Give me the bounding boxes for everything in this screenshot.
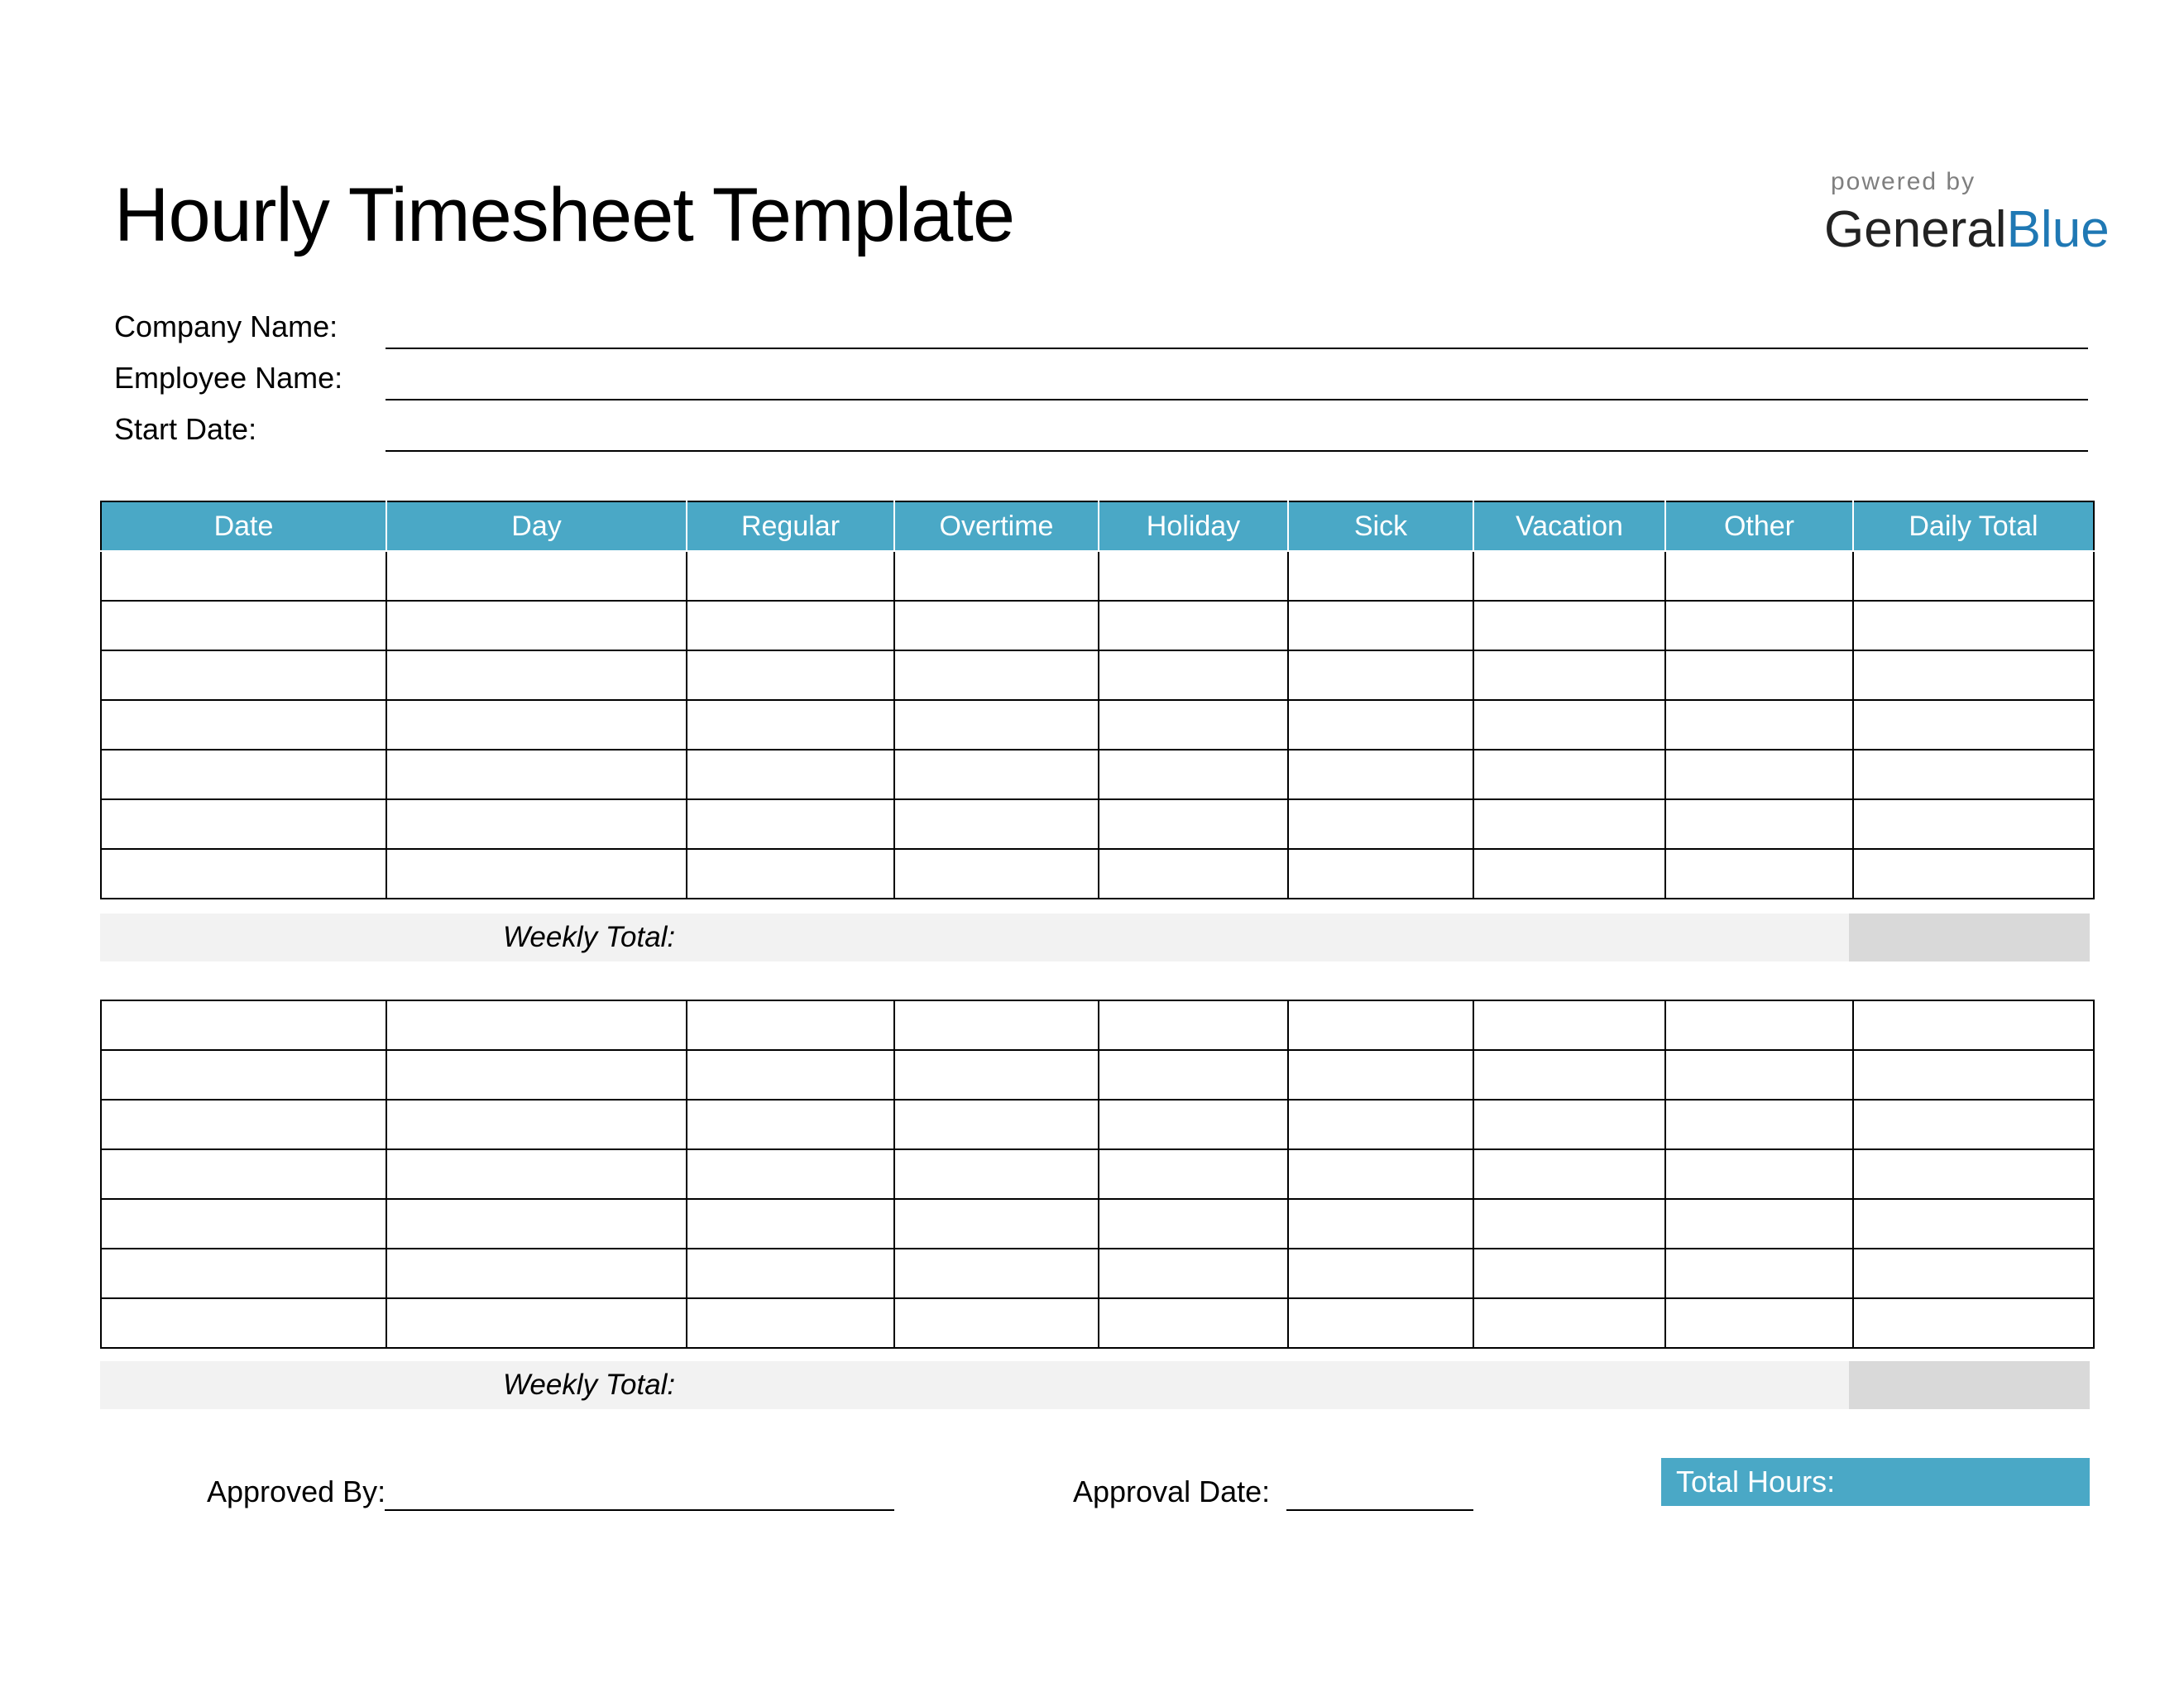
cell-other[interactable]: [1665, 551, 1853, 601]
cell-overtime[interactable]: [894, 1050, 1099, 1100]
cell-day[interactable]: [386, 1298, 687, 1348]
cell-vacation[interactable]: [1473, 1149, 1665, 1199]
cell-regular[interactable]: [687, 1000, 894, 1050]
cell-date[interactable]: [101, 799, 386, 849]
cell-overtime[interactable]: [894, 1000, 1099, 1050]
table-row: [101, 650, 2094, 700]
weekly-total-label: Weekly Total:: [503, 921, 676, 953]
powered-by-text: powered by: [1831, 168, 1976, 195]
cell-vacation[interactable]: [1473, 799, 1665, 849]
cell-daily-total[interactable]: [1853, 799, 2094, 849]
cell-daily-total[interactable]: [1853, 1100, 2094, 1149]
cell-other[interactable]: [1665, 1199, 1853, 1249]
cell-vacation[interactable]: [1473, 650, 1665, 700]
start-date-label: Start Date:: [114, 412, 257, 446]
cell-regular[interactable]: [687, 849, 894, 899]
cell-holiday[interactable]: [1099, 551, 1288, 601]
employee-name-field[interactable]: [386, 399, 2088, 400]
cell-other[interactable]: [1665, 1149, 1853, 1199]
company-name-field[interactable]: [386, 348, 2088, 349]
cell-sick[interactable]: [1288, 650, 1473, 700]
page-title: Hourly Timesheet Template: [114, 173, 1015, 257]
cell-holiday[interactable]: [1099, 650, 1288, 700]
cell-overtime[interactable]: [894, 1298, 1099, 1348]
column-header-holiday: Holiday: [1099, 501, 1288, 551]
cell-other[interactable]: [1665, 799, 1853, 849]
cell-holiday[interactable]: [1099, 1199, 1288, 1249]
cell-holiday[interactable]: [1099, 799, 1288, 849]
cell-date[interactable]: [101, 551, 386, 601]
cell-overtime[interactable]: [894, 849, 1099, 899]
cell-daily-total[interactable]: [1853, 849, 2094, 899]
cell-sick[interactable]: [1288, 1249, 1473, 1298]
cell-vacation[interactable]: [1473, 1249, 1665, 1298]
cell-vacation[interactable]: [1473, 1100, 1665, 1149]
table-row: [101, 700, 2094, 750]
table-row: [101, 1100, 2094, 1149]
cell-date[interactable]: [101, 1000, 386, 1050]
table-header-row: [101, 501, 2094, 551]
cell-regular[interactable]: [687, 799, 894, 849]
cell-day[interactable]: [386, 750, 687, 799]
cell-daily-total[interactable]: [1853, 750, 2094, 799]
cell-vacation[interactable]: [1473, 601, 1665, 650]
column-header-date: Date: [101, 501, 386, 551]
employee-name-label: Employee Name:: [114, 361, 343, 395]
cell-date[interactable]: [101, 650, 386, 700]
cell-vacation[interactable]: [1473, 1000, 1665, 1050]
brand-name-blue: Blue: [2006, 201, 2110, 258]
cell-sick[interactable]: [1288, 1298, 1473, 1348]
column-header-overtime: Overtime: [894, 501, 1099, 551]
cell-holiday[interactable]: [1099, 1249, 1288, 1298]
table-row: [101, 1249, 2094, 1298]
cell-overtime[interactable]: [894, 650, 1099, 700]
cell-day[interactable]: [386, 1199, 687, 1249]
cell-other[interactable]: [1665, 750, 1853, 799]
approval-date-label: Approval Date:: [1073, 1475, 1271, 1508]
cell-date[interactable]: [101, 750, 386, 799]
cell-daily-total[interactable]: [1853, 1149, 2094, 1199]
column-header-regular: Regular: [687, 501, 894, 551]
cell-holiday[interactable]: [1099, 1100, 1288, 1149]
weekly-total-value-cell[interactable]: [1849, 1361, 2090, 1409]
cell-overtime[interactable]: [894, 750, 1099, 799]
cell-vacation[interactable]: [1473, 750, 1665, 799]
brand-name: [1824, 197, 2110, 263]
table-row: [101, 1149, 2094, 1199]
cell-regular[interactable]: [687, 700, 894, 750]
cell-daily-total[interactable]: [1853, 650, 2094, 700]
cell-day[interactable]: [386, 849, 687, 899]
cell-date[interactable]: [101, 1100, 386, 1149]
cell-regular[interactable]: [687, 1199, 894, 1249]
table-row: [101, 799, 2094, 849]
company-name-label: Company Name:: [114, 309, 338, 343]
cell-overtime[interactable]: [894, 1149, 1099, 1199]
cell-holiday[interactable]: [1099, 849, 1288, 899]
cell-other[interactable]: [1665, 1249, 1853, 1298]
table-row: [101, 551, 2094, 601]
cell-day[interactable]: [386, 1249, 687, 1298]
weekly-total-row-2: [100, 1361, 2090, 1409]
approved-by-field[interactable]: [385, 1509, 894, 1511]
cell-holiday[interactable]: [1099, 700, 1288, 750]
cell-other[interactable]: [1665, 601, 1853, 650]
cell-sick[interactable]: [1288, 1199, 1473, 1249]
cell-other[interactable]: [1665, 650, 1853, 700]
cell-day[interactable]: [386, 1149, 687, 1199]
cell-holiday[interactable]: [1099, 1000, 1288, 1050]
cell-overtime[interactable]: [894, 1100, 1099, 1149]
cell-other[interactable]: [1665, 700, 1853, 750]
cell-sick[interactable]: [1288, 551, 1473, 601]
cell-vacation[interactable]: [1473, 1298, 1665, 1348]
cell-sick[interactable]: [1288, 601, 1473, 650]
cell-sick[interactable]: [1288, 799, 1473, 849]
cell-overtime[interactable]: [894, 551, 1099, 601]
cell-daily-total[interactable]: [1853, 1249, 2094, 1298]
cell-regular[interactable]: [687, 1298, 894, 1348]
cell-sick[interactable]: [1288, 750, 1473, 799]
cell-overtime[interactable]: [894, 1199, 1099, 1249]
cell-overtime[interactable]: [894, 1249, 1099, 1298]
cell-regular[interactable]: [687, 650, 894, 700]
cell-day[interactable]: [386, 1050, 687, 1100]
cell-sick[interactable]: [1288, 1100, 1473, 1149]
table-row: [101, 849, 2094, 899]
cell-other[interactable]: [1665, 1100, 1853, 1149]
cell-vacation[interactable]: [1473, 1050, 1665, 1100]
cell-regular[interactable]: [687, 1050, 894, 1100]
cell-day[interactable]: [386, 551, 687, 601]
cell-vacation[interactable]: [1473, 551, 1665, 601]
cell-vacation[interactable]: [1473, 1199, 1665, 1249]
cell-daily-total[interactable]: [1853, 700, 2094, 750]
total-hours-box[interactable]: [1661, 1458, 2090, 1506]
column-header-sick: Sick: [1288, 501, 1473, 551]
table-row: [101, 1000, 2094, 1050]
cell-holiday[interactable]: [1099, 1298, 1288, 1348]
cell-regular[interactable]: [687, 1249, 894, 1298]
table-row: [101, 1199, 2094, 1249]
cell-date[interactable]: [101, 1298, 386, 1348]
cell-regular[interactable]: [687, 1149, 894, 1199]
cell-holiday[interactable]: [1099, 601, 1288, 650]
cell-day[interactable]: [386, 650, 687, 700]
cell-other[interactable]: [1665, 1050, 1853, 1100]
cell-vacation[interactable]: [1473, 700, 1665, 750]
column-header-daily-total: Daily Total: [1853, 501, 2094, 551]
column-header-day: Day: [386, 501, 687, 551]
cell-regular[interactable]: [687, 1100, 894, 1149]
cell-sick[interactable]: [1288, 1000, 1473, 1050]
cell-sick[interactable]: [1288, 700, 1473, 750]
cell-overtime[interactable]: [894, 700, 1099, 750]
cell-date[interactable]: [101, 700, 386, 750]
cell-day[interactable]: [386, 1000, 687, 1050]
cell-overtime[interactable]: [894, 601, 1099, 650]
cell-day[interactable]: [386, 700, 687, 750]
approved-by-label: Approved By:: [207, 1475, 386, 1508]
cell-sick[interactable]: [1288, 849, 1473, 899]
total-hours-label: Total Hours:: [1676, 1465, 1836, 1499]
week-1-table: [100, 501, 2095, 899]
cell-day[interactable]: [386, 601, 687, 650]
cell-day[interactable]: [386, 799, 687, 849]
table-row: [101, 1298, 2094, 1348]
cell-regular[interactable]: [687, 551, 894, 601]
cell-vacation[interactable]: [1473, 849, 1665, 899]
cell-day[interactable]: [386, 1100, 687, 1149]
cell-date[interactable]: [101, 1249, 386, 1298]
cell-date[interactable]: [101, 1050, 386, 1100]
cell-daily-total[interactable]: [1853, 1298, 2094, 1348]
cell-date[interactable]: [101, 849, 386, 899]
week-2-table: [100, 1000, 2095, 1349]
cell-holiday[interactable]: [1099, 1050, 1288, 1100]
cell-date[interactable]: [101, 1149, 386, 1199]
cell-other[interactable]: [1665, 1000, 1853, 1050]
approval-date-field[interactable]: [1286, 1509, 1473, 1511]
cell-regular[interactable]: [687, 750, 894, 799]
weekly-total-label: Weekly Total:: [503, 1369, 676, 1401]
column-header-vacation: Vacation: [1473, 501, 1665, 551]
table-row: [101, 601, 2094, 650]
cell-sick[interactable]: [1288, 1050, 1473, 1100]
column-header-other: Other: [1665, 501, 1853, 551]
cell-daily-total[interactable]: [1853, 551, 2094, 601]
cell-other[interactable]: [1665, 849, 1853, 899]
cell-daily-total[interactable]: [1853, 1050, 2094, 1100]
weekly-total-value-cell[interactable]: [1849, 914, 2090, 961]
cell-date[interactable]: [101, 601, 386, 650]
start-date-field[interactable]: [386, 450, 2088, 452]
table-row: [101, 1050, 2094, 1100]
cell-sick[interactable]: [1288, 1149, 1473, 1199]
cell-daily-total[interactable]: [1853, 601, 2094, 650]
brand-name-general: General: [1824, 201, 2007, 258]
cell-regular[interactable]: [687, 601, 894, 650]
weekly-total-row-1: [100, 914, 2090, 961]
cell-daily-total[interactable]: [1853, 1000, 2094, 1050]
cell-date[interactable]: [101, 1199, 386, 1249]
cell-daily-total[interactable]: [1853, 1199, 2094, 1249]
cell-overtime[interactable]: [894, 799, 1099, 849]
table-row: [101, 750, 2094, 799]
cell-holiday[interactable]: [1099, 1149, 1288, 1199]
cell-other[interactable]: [1665, 1298, 1853, 1348]
cell-holiday[interactable]: [1099, 750, 1288, 799]
